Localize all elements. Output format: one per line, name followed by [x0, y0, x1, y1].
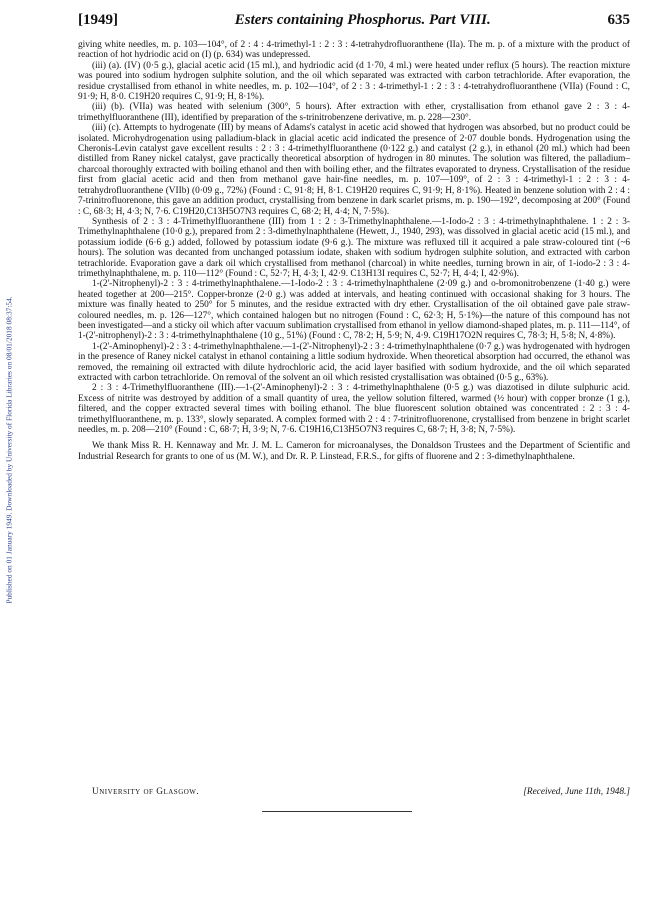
institution: University of Glasgow. — [92, 787, 200, 797]
running-header — [78, 12, 630, 32]
paragraph-synthesis: Synthesis of 2 : 3 : 4-Trimethylfluoranthene (III) from 1 : 2 : 3-Trimethylnaphthalene.—1-Iodo-2 : 3 : 4-trimethylnaphthalene. 1 : 2 : 3-Trimethylnaphthalene (10·0 g.), prepared from 2 : 3-dimethylnaphthalene (Hewett, J., 1940, 293), was dissolved in glacial acetic acid (15 ml.), and potassium iodide (6·6 g.) added, followed by potassium iodate (9·6 g.). The mixture was refluxed till it acquired a pale straw-coloured tint (~6 hours). The solution was decanted from unchanged potassium iodate, shaken with sodium hydrogen sulphite solution, and extracted with carbon tetrachloride. Evaporation gave a dark oil which crystallised from methanol (charcoal) in white needles, turning brown in air, of 1-iodo-2 : 3 : 4-trimethylnaphthalene, m. p. 110—112° (Found : C, 52·7; H, 4·3; I, 42·9. C13H13I requires C, 52·7; H, 4·4; I, 42·9%). — [78, 216, 630, 279]
paragraph-nitrophenyl: 1-(2'-Nitrophenyl)-2 : 3 : 4-trimethylnaphthalene.—1-Iodo-2 : 3 : 4-trimethylnaphthalene (2·09 g.) and o-bromonitrobenzene (1·40 g.) were heated together at 200—215°. Copper-bronze (2·0 g.) was added at intervals, and heating continued with occasional shaking for 3 hours. The mixture was finally heated to 250° for 5 minutes, and the residue extracted with dry ether. Crystallisation of the oil obtained gave pale straw-coloured needles, m. p. 126—127°, which contained halogen but no nitrogen (Found : C, 62·3; H, 5·1%)—the nature of this compound has not been investigated—and a sticky oil which after vacuum sublimation crystallised from ethanol in yellow diamond-shaped plates, m. p. 111—114°, of 1-(2'-nitrophenyl)-2 : 3 : 4-trimethylnaphthalene (10 g., 51%) (Found : C, 78·2; H, 5·9; N, 4·9. C19H17O2N requires C, 78·3; H, 5·8; N, 4·8%). — [78, 279, 630, 342]
end-rule — [262, 811, 412, 812]
received-date: [Received, June 11th, 1948.] — [523, 787, 630, 797]
article-footer — [92, 787, 630, 797]
article-body — [78, 40, 630, 462]
paragraph-iii-a: (iii) (a). (IV) (0·5 g.), glacial acetic acid (15 ml.), and hydriodic acid (d 1·70, 4 ml.) were heated under reflux (5 hours). The reaction mixture was poured into sodium hydrogen sulphite solution, and the oil which separated was extracted with carbon tetrachloride. After evaporation, the residue crystallised from ethanol in white needles, m. p. 102—104°, of 2 : 3 : 4-trimethyl-1 : 2 : 3 : 4-tetrahydrofluoranthene (VIIa) (Found : C, 91·9; H, 8·0. C19H20 requires C, 91·9; H, 8·1%). — [78, 60, 630, 103]
watermark-text: Published on 01 January 1949. Downloaded by University of Florida Libraries on 08/01/2018 08:37:54. — [4, 296, 14, 604]
paragraph-continued: giving white needles, m. p. 103—104°, of 2 : 4 : 4-trimethyl-1 : 2 : 3 : 4-tetrahydrofluoranthene (IIa). The m. p. of a mixture with the product of reaction of hot hydriodic acid on (I) (p. 634) was undepressed. — [78, 40, 630, 61]
download-watermark — [2, 140, 16, 760]
header-title: Esters containing Phosphorus. Part VIII. — [234, 12, 491, 28]
header-year: [1949] — [78, 12, 118, 28]
paragraph-iii-b: (iii) (b). (VIIa) was heated with selenium (300°, 5 hours). After extraction with ether, crystallisation from ethanol gave 2 : 3 : 4-trimethylfluoranthene (III), identified by preparation of the s-trinitrobenzene derivative, m. p. 228—230°. — [78, 102, 630, 123]
paragraph-trimethylfluoranthene: 2 : 3 : 4-Trimethylfluoranthene (III).—1-(2'-Aminophenyl)-2 : 3 : 4-trimethylnaphthalene (0·5 g.) was diazotised in dilute sulphuric acid. Excess of nitrite was destroyed by addition of a small quantity of urea, the yellow solution filtered, warmed (½ hour) with copper bronze (1 g.), filtered, and the copper extracted several times with boiling ethanol. The blue fluorescent solution obtained was concentrated : 2 : 3 : 4-trimethylfluoranthene, m. p. 133°, slowly separated. A complex formed with 2 : 4 : 7-trinitrofluorenone, crystallised from benzene in bright scarlet needles, m. p. 208—210° (Found : C, 68·7; H, 3·9; N, 7·6. C19H16,C13H5O7N3 requires C, 68·7; H, 3·8; N, 7·5%). — [78, 383, 630, 436]
acknowledgement: We thank Miss R. H. Kennaway and Mr. J. M. L. Cameron for microanalyses, the Donaldson Trustees and the Department of Scientific and Industrial Research for grants to one of us (M. W.), and Dr. R. P. Linstead, F.R.S., for gifts of fluorene and 2 : 3-dimethylnaphthalene. — [78, 441, 630, 462]
paragraph-iii-c: (iii) (c). Attempts to hydrogenate (III) by means of Adams's catalyst in acetic acid showed that hydrogen was absorbed, but no product could be isolated. Microhydrogenation using palladium-black in glacial acetic acid indicated the presence of 2·07 double bonds. Hydrogenation using the Cheronis-Levin catalyst gave excellent results : 2 : 3 : 4-trimethylfluoranthene (0·122 g.) and catalyst (2 g.), in ethanol (20 ml.) which had been distilled from Raney nickel catalyst, gave practically theoretical absorption of hydrogen in 80 minutes. The solution was filtered, the palladium–charcoal thoroughly extracted with boiling ethanol and then with boiling ether, and the filtrates evaporated to dryness. Crystallisation of the residue first from glacial acetic acid and then from methanol gave hair-fine needles, m. p. 107—109°, of 2 : 3 : 4-trimethyl-1 : 2 : 3 : 4-tetrahydrofluoranthene (VIIb) (0·09 g., 72%) (Found : C, 91·8; H, 8·1. C19H20 requires C, 91·9; H, 8·1%). Heated in benzene solution with 2 : 4 : 7-trinitrofluorenone, this gave an addition product, crystallising from benzene in dark scarlet prisms, m. p. 190—192°, decomposing at 200° (Found : C, 68·3; H, 4·3; N, 7·6. C19H20,C13H5O7N3 requires C, 68·2; H, 4·4; N, 7·5%). — [78, 123, 630, 217]
page-number: 635 — [607, 12, 630, 28]
paragraph-aminophenyl: 1-(2'-Aminophenyl)-2 : 3 : 4-trimethylnaphthalene.—1-(2'-Nitrophenyl)-2 : 3 : 4-trimethylnaphthalene (0·7 g.) was hydrogenated with hydrogen in the presence of Raney nickel catalyst in ethanol containing a little sodium hydroxide. When theoretical absorption had occurred, the ethanol was removed, the remaining oil extracted with dilute hydrochloric acid, the acid layer basified with sodium hydroxide, and the oil which separated extracted with carbon tetrachloride. On removal of the solvent an oil which resisted crystallisation was obtained (0·5 g., 63%). — [78, 341, 630, 383]
